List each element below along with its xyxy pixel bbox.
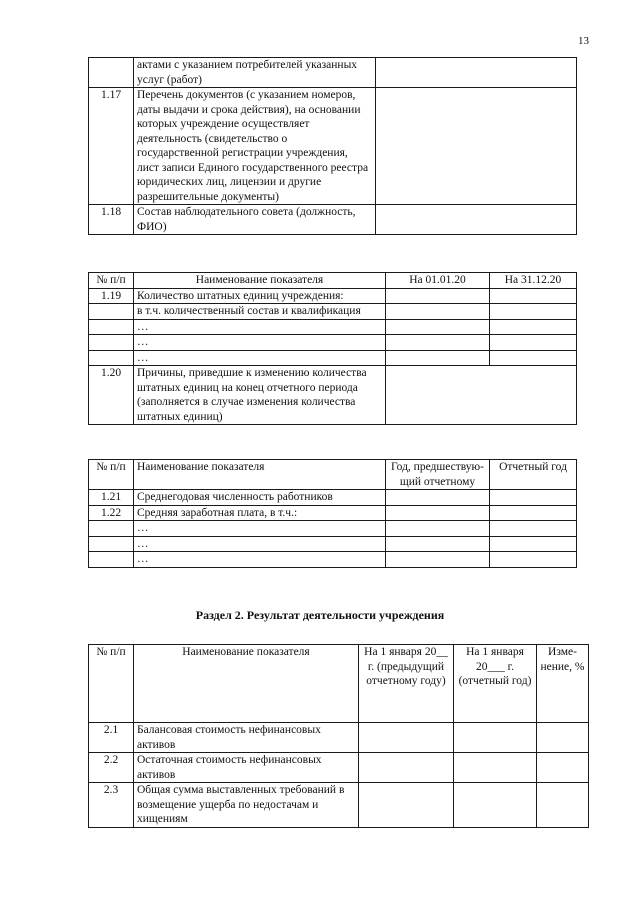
table-row	[89, 319, 577, 335]
table-row	[89, 490, 577, 506]
table-row	[89, 304, 577, 320]
indicator-name: актами с указанием потребителей указанных услуг (работ)	[134, 58, 376, 88]
table-row	[89, 350, 577, 366]
value-cell[interactable]	[454, 783, 537, 828]
indicator-name: в т.ч. количественный состав и квалификация	[134, 304, 386, 320]
value-cell[interactable]	[454, 753, 537, 783]
value-cell[interactable]	[386, 490, 490, 506]
value-cell[interactable]	[490, 490, 577, 506]
indicator-name: …	[134, 350, 386, 366]
header-end-date: На 31.12.20	[490, 273, 577, 289]
table-header-row	[89, 645, 589, 723]
value-cell[interactable]	[386, 304, 490, 320]
table-header-row	[89, 273, 577, 289]
header-report-year: На 1 января 20___ г. (отчетный год)	[454, 645, 537, 723]
row-number	[89, 319, 134, 335]
value-cell[interactable]	[386, 366, 577, 425]
row-number: 2.1	[89, 723, 134, 753]
table-row	[89, 552, 577, 568]
header-indicator: Наименование показателя	[134, 273, 386, 289]
page-number: 13	[578, 35, 589, 47]
table-header-row	[89, 460, 577, 490]
indicator-name: Перечень документов (с указанием номеров, даты выдачи и срока действия), на основании которых учреждение осуществляет деятельность (свидетельство о государственной регистрации учреждения, лист записи Единого государственного реестра юридических лиц, лицензии и другие разрешительные документы)	[134, 88, 376, 205]
row-number: 1.18	[89, 205, 134, 235]
header-num: № п/п	[89, 460, 134, 490]
value-cell[interactable]	[359, 723, 454, 753]
value-cell[interactable]	[386, 521, 490, 537]
table-row	[89, 288, 577, 304]
value-cell[interactable]	[490, 536, 577, 552]
indicator-name: …	[134, 521, 386, 537]
value-cell[interactable]	[490, 521, 577, 537]
indicator-name: Балансовая стоимость нефинансовых активов	[134, 723, 359, 753]
indicator-name: …	[134, 319, 386, 335]
table-row	[89, 88, 577, 205]
value-cell[interactable]	[490, 288, 577, 304]
value-cell[interactable]	[490, 319, 577, 335]
value-cell[interactable]	[490, 335, 577, 351]
row-number	[89, 552, 134, 568]
row-number: 1.21	[89, 490, 134, 506]
indicator-name: Количество штатных единиц учреждения:	[134, 288, 386, 304]
header-prev-year: На 1 января 20__ г. (предыдущий отчетному году)	[359, 645, 454, 723]
table-row	[89, 366, 577, 425]
row-number	[89, 521, 134, 537]
row-number: 1.19	[89, 288, 134, 304]
indicator-name: …	[134, 536, 386, 552]
value-cell[interactable]	[359, 753, 454, 783]
staff-units-table	[88, 272, 577, 425]
header-change: Изме-нение, %	[537, 645, 589, 723]
header-indicator: Наименование показателя	[134, 460, 386, 490]
row-number: 2.3	[89, 783, 134, 828]
table-row	[89, 58, 577, 88]
row-number	[89, 536, 134, 552]
value-cell[interactable]	[386, 335, 490, 351]
value-cell[interactable]	[537, 783, 589, 828]
table-row	[89, 335, 577, 351]
value-cell[interactable]	[490, 552, 577, 568]
value-cell[interactable]	[490, 505, 577, 521]
table-row	[89, 205, 577, 235]
indicator-name: …	[134, 552, 386, 568]
header-start-date: На 01.01.20	[386, 273, 490, 289]
table-row	[89, 723, 589, 753]
table-row	[89, 521, 577, 537]
employees-table	[88, 459, 577, 568]
indicator-name: Состав наблюдательного совета (должность, ФИО)	[134, 205, 376, 235]
value-cell[interactable]	[490, 304, 577, 320]
indicator-name: Среднегодовая численность работников	[134, 490, 386, 506]
table-continuation	[88, 57, 577, 235]
table-row	[89, 536, 577, 552]
table-row	[89, 505, 577, 521]
value-cell[interactable]	[490, 350, 577, 366]
value-cell[interactable]	[359, 783, 454, 828]
indicator-name: Причины, приведшие к изменению количества штатных единиц на конец отчетного периода (заполняется в случае изменения количества штатных единиц)	[134, 366, 386, 425]
indicator-name: Общая сумма выставленных требований в возмещение ущерба по недостачам и хищениям	[134, 783, 359, 828]
table-row	[89, 753, 589, 783]
section-title: Раздел 2. Результат деятельности учреждения	[195, 608, 445, 622]
results-table	[88, 644, 589, 828]
value-cell[interactable]	[537, 753, 589, 783]
indicator-name: Средняя заработная плата, в т.ч.:	[134, 505, 386, 521]
value-cell[interactable]	[537, 723, 589, 753]
row-number: 1.17	[89, 88, 134, 205]
value-cell[interactable]	[386, 319, 490, 335]
row-number	[89, 58, 134, 88]
row-number: 1.22	[89, 505, 134, 521]
row-number	[89, 335, 134, 351]
value-cell[interactable]	[376, 88, 577, 205]
value-cell[interactable]	[386, 552, 490, 568]
indicator-name: Остаточная стоимость нефинансовых активов	[134, 753, 359, 783]
header-indicator: Наименование показателя	[134, 645, 359, 723]
indicator-name: …	[134, 335, 386, 351]
row-number	[89, 304, 134, 320]
value-cell[interactable]	[454, 723, 537, 753]
value-cell[interactable]	[386, 536, 490, 552]
header-report-year: Отчетный год	[490, 460, 577, 490]
header-num: № п/п	[89, 645, 134, 723]
value-cell[interactable]	[386, 505, 490, 521]
value-cell[interactable]	[376, 58, 577, 88]
value-cell[interactable]	[386, 350, 490, 366]
row-number	[89, 350, 134, 366]
table-row	[89, 783, 589, 828]
row-number: 1.20	[89, 366, 134, 425]
header-prev-year: Год, предшествую-щий отчетному	[386, 460, 490, 490]
header-num: № п/п	[89, 273, 134, 289]
value-cell[interactable]	[376, 205, 577, 235]
value-cell[interactable]	[386, 288, 490, 304]
row-number: 2.2	[89, 753, 134, 783]
